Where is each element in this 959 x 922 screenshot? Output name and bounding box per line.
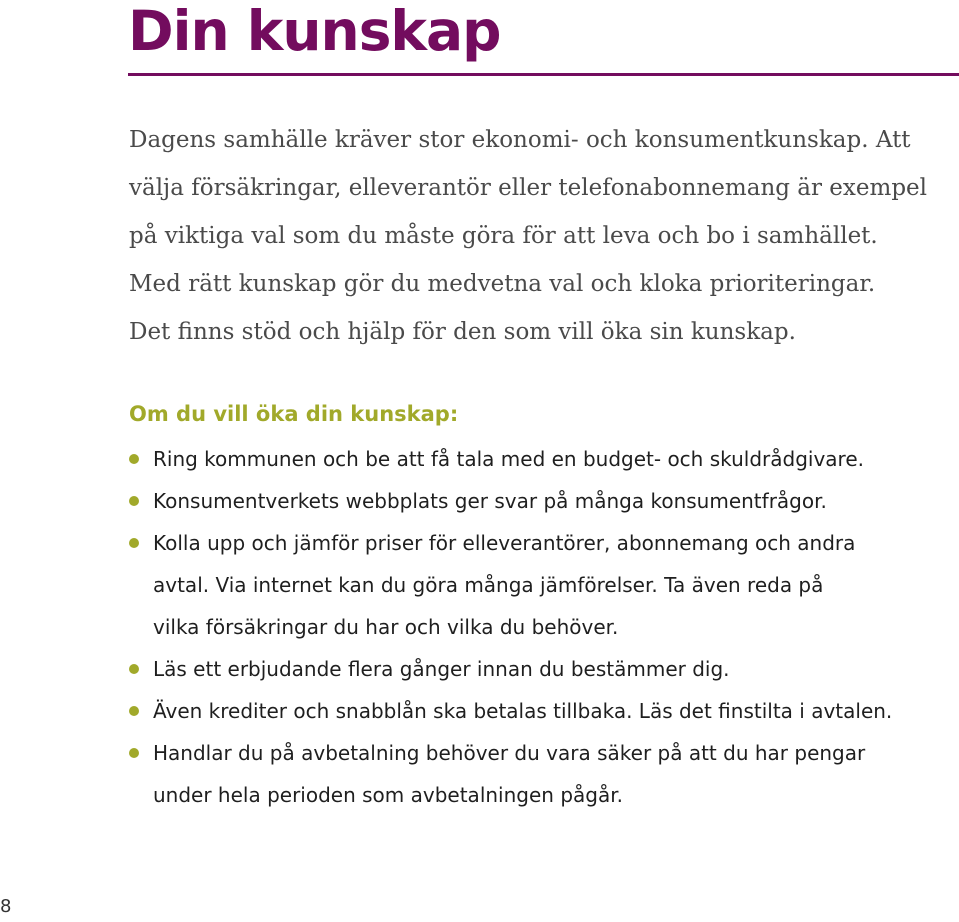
bullet-icon <box>129 538 139 548</box>
bullet-icon <box>129 454 139 464</box>
tips-heading: Om du vill öka din kunskap: <box>129 402 459 426</box>
intro-line: Dagens samhälle kräver stor ekonomi- och konsumentkunskap. Att <box>129 127 911 153</box>
title-divider <box>128 73 959 76</box>
bullet-icon <box>129 706 139 716</box>
bullet-icon <box>129 496 139 506</box>
list-item <box>129 690 959 732</box>
list-item <box>129 522 959 648</box>
tips-list <box>129 438 959 816</box>
list-item-text: Konsumentverkets webbplats ger svar på många konsumentfrågor. <box>153 489 827 513</box>
page-title: Din kunskap <box>128 0 501 63</box>
list-item-text: avtal. Via internet kan du göra många jämförelser. Ta även reda på <box>153 573 824 597</box>
intro-line: Med rätt kunskap gör du medvetna val och kloka prioriteringar. <box>129 271 876 297</box>
intro-paragraph <box>129 116 959 356</box>
list-item-text: Även krediter och snabblån ska betalas tillbaka. Läs det finstilta i avtalen. <box>153 699 893 723</box>
list-item-text: Läs ett erbjudande flera gånger innan du bestämmer dig. <box>153 657 730 681</box>
intro-line: välja försäkringar, elleverantör eller telefonabonnemang är exempel <box>129 175 928 201</box>
bullet-icon <box>129 748 139 758</box>
list-item <box>129 438 959 480</box>
list-item-text: Handlar du på avbetalning behöver du vara säker på att du har pengar <box>153 741 866 765</box>
list-item-text: Kolla upp och jämför priser för elleverantörer, abonnemang och andra <box>153 531 856 555</box>
intro-line: på viktiga val som du måste göra för att leva och bo i samhället. <box>129 223 878 249</box>
list-item <box>129 648 959 690</box>
list-item-text: vilka försäkringar du har och vilka du behöver. <box>153 615 619 639</box>
list-item-text: Ring kommunen och be att få tala med en budget- och skuldrådgivare. <box>153 447 864 471</box>
bullet-icon <box>129 664 139 674</box>
intro-line: Det finns stöd och hjälp för den som vill öka sin kunskap. <box>129 319 796 345</box>
list-item <box>129 480 959 522</box>
page-number: 8 <box>0 896 12 917</box>
list-item <box>129 732 959 816</box>
list-item-text: under hela perioden som avbetalningen pågår. <box>153 783 623 807</box>
